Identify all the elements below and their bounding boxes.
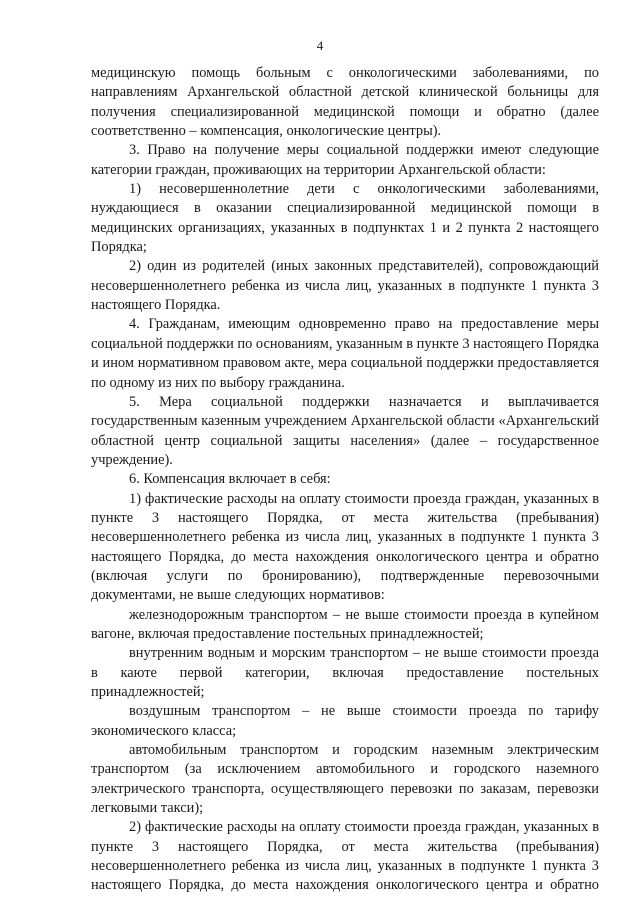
paragraph: железнодорожным транспортом – не выше стоимости проезда в купейном вагоне, включая предоставление постельных принадлежностей; bbox=[91, 606, 599, 642]
paragraph: 1) фактические расходы на оплату стоимости проезда граждан, указанных в пункте 3 настоящего Порядка, от места жительства (пребывания) несовершеннолетнего ребенка из числа лиц, указанных в подпункте 1 пункта 3 настоящего Порядка, до места нахождения онкологического центра и обратно (включая услуги по бронированию), подтвержденные перевозочными документами, не выше следующих нормативов: bbox=[91, 490, 599, 604]
paragraph: медицинскую помощь больным с онкологическими заболеваниями, по направлениям Архангельской областной детской клинической больницы для получения специализированной медицинской помощи и обратно (далее соответственно – компенсация, онкологические центры). bbox=[91, 65, 599, 140]
paragraph: 6. Компенсация включает в себя: bbox=[129, 471, 331, 488]
paragraph: 3. Право на получение меры социальной поддержки имеют следующие категории граждан, проживающих на территории Архангельской области: bbox=[91, 142, 599, 178]
paragraph: 4. Гражданам, имеющим одновременно право на предоставление меры социальной поддержки по основаниям, указанным в пункте 3 настоящего Порядка и ином нормативном правовом акте, мера социальной поддержки предоставляется по одному из них по выбору гражданина. bbox=[91, 316, 599, 391]
document-body bbox=[91, 64, 599, 896]
paragraph: 2) фактические расходы на оплату стоимости проезда граждан, указанных в пункте 3 настоящего Порядка, от места жительства (пребывания) несовершеннолетнего ребенка из числа лиц, указанных в подпункте 1 пункта 3 настоящего Порядка, до места нахождения онкологического центра и обратно bbox=[91, 819, 599, 894]
paragraph: 2) один из родителей (иных законных представителей), сопровождающий несовершеннолетнего ребенка из числа лиц, указанных в подпункте 1 пункта 3 настоящего Порядка. bbox=[91, 258, 599, 314]
paragraph: автомобильным транспортом и городским наземным электрическим транспортом (за исключением автомобильного и городского наземного электрического транспорта, осуществляющего перевозки по заказам, перевозки легковыми такси); bbox=[91, 742, 599, 817]
paragraph: 1) несовершеннолетние дети с онкологическими заболеваниями, нуждающиеся в оказании специализированной медицинской помощи в медицинских организациях, указанных в подпунктах 1 и 2 пункта 2 настоящего Порядка; bbox=[91, 181, 599, 256]
page-number: 4 bbox=[316, 38, 324, 53]
paragraph: 5. Мера социальной поддержки назначается и выплачивается государственным казенным учреждением Архангельской области «Архангельский областной центр социальной защиты населения» (далее – государственное учреждение). bbox=[91, 393, 599, 468]
paragraph: воздушным транспортом – не выше стоимости проезда по тарифу экономического класса; bbox=[91, 703, 599, 739]
paragraph: внутренним водным и морским транспортом – не выше стоимости проезда в каюте первой категории, включая предоставление постельных принадлежностей; bbox=[91, 645, 599, 700]
